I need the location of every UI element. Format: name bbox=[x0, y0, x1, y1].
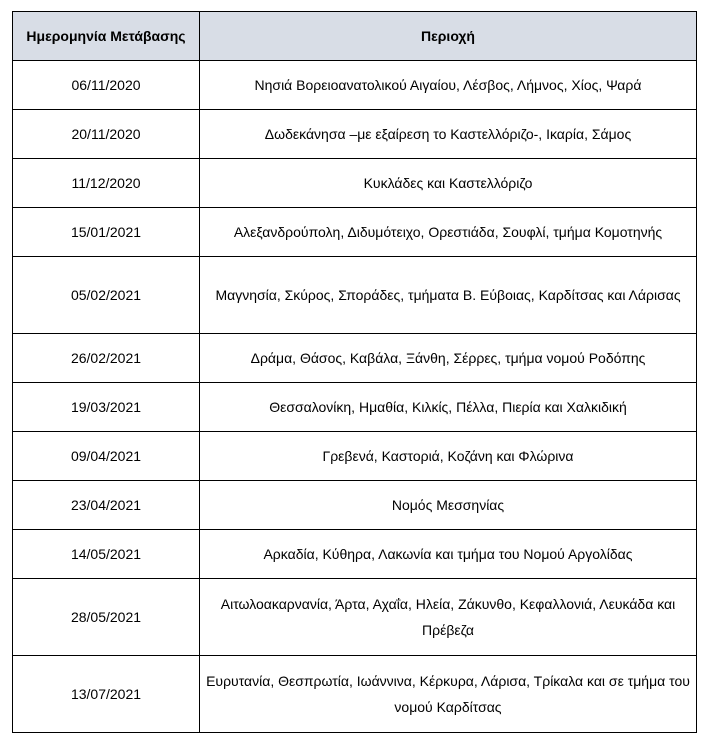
header-date: Ημερομηνία Μετάβασης bbox=[13, 12, 200, 61]
table-row bbox=[13, 61, 697, 110]
cell-date: 23/04/2021 bbox=[13, 481, 200, 530]
cell-date: 28/05/2021 bbox=[13, 579, 200, 656]
cell-area: Γρεβενά, Καστοριά, Κοζάνη και Φλώρινα bbox=[200, 432, 697, 481]
cell-date: 26/02/2021 bbox=[13, 334, 200, 383]
cell-area: Νομός Μεσσηνίας bbox=[200, 481, 697, 530]
table-row bbox=[13, 334, 697, 383]
table-row bbox=[13, 383, 697, 432]
table-row bbox=[13, 579, 697, 656]
table-row bbox=[13, 257, 697, 334]
cell-area: Αιτωλοακαρνανία, Άρτα, Αχαΐα, Ηλεία, Ζάκυνθο, Κεφαλλονιά, Λευκάδα και Πρέβεζα bbox=[200, 579, 697, 656]
header-area: Περιοχή bbox=[200, 12, 697, 61]
cell-area: Αλεξανδρούπολη, Διδυμότειχο, Ορεστιάδα, Σουφλί, τμήμα Κομοτηνής bbox=[200, 208, 697, 257]
cell-date: 13/07/2021 bbox=[13, 656, 200, 733]
table-row bbox=[13, 110, 697, 159]
table-row bbox=[13, 432, 697, 481]
cell-area: Θεσσαλονίκη, Ημαθία, Κιλκίς, Πέλλα, Πιερία και Χαλκιδική bbox=[200, 383, 697, 432]
table-row bbox=[13, 159, 697, 208]
table-row bbox=[13, 656, 697, 733]
table-row bbox=[13, 208, 697, 257]
cell-date: 19/03/2021 bbox=[13, 383, 200, 432]
cell-area: Ευρυτανία, Θεσπρωτία, Ιωάννινα, Κέρκυρα, Λάρισα, Τρίκαλα και σε τμήμα του νομού Καρδίτσας bbox=[200, 656, 697, 733]
cell-area: Μαγνησία, Σκύρος, Σποράδες, τμήματα Β. Εύβοιας, Καρδίτσας και Λάρισας bbox=[200, 257, 697, 334]
cell-date: 20/11/2020 bbox=[13, 110, 200, 159]
cell-date: 15/01/2021 bbox=[13, 208, 200, 257]
cell-area: Κυκλάδες και Καστελλόριζο bbox=[200, 159, 697, 208]
table-row bbox=[13, 530, 697, 579]
table-header-row bbox=[13, 12, 697, 61]
cell-date: 05/02/2021 bbox=[13, 257, 200, 334]
cell-area: Αρκαδία, Κύθηρα, Λακωνία και τμήμα του Νομού Αργολίδας bbox=[200, 530, 697, 579]
cell-date: 09/04/2021 bbox=[13, 432, 200, 481]
cell-area: Νησιά Βορειοανατολικού Αιγαίου, Λέσβος, Λήμνος, Χίος, Ψαρά bbox=[200, 61, 697, 110]
schedule-table bbox=[12, 11, 697, 733]
cell-date: 06/11/2020 bbox=[13, 61, 200, 110]
cell-date: 14/05/2021 bbox=[13, 530, 200, 579]
cell-date: 11/12/2020 bbox=[13, 159, 200, 208]
cell-area: Δωδεκάνησα –με εξαίρεση το Καστελλόριζο-, Ικαρία, Σάμος bbox=[200, 110, 697, 159]
cell-area: Δράμα, Θάσος, Καβάλα, Ξάνθη, Σέρρες, τμήμα νομού Ροδόπης bbox=[200, 334, 697, 383]
table-row bbox=[13, 481, 697, 530]
